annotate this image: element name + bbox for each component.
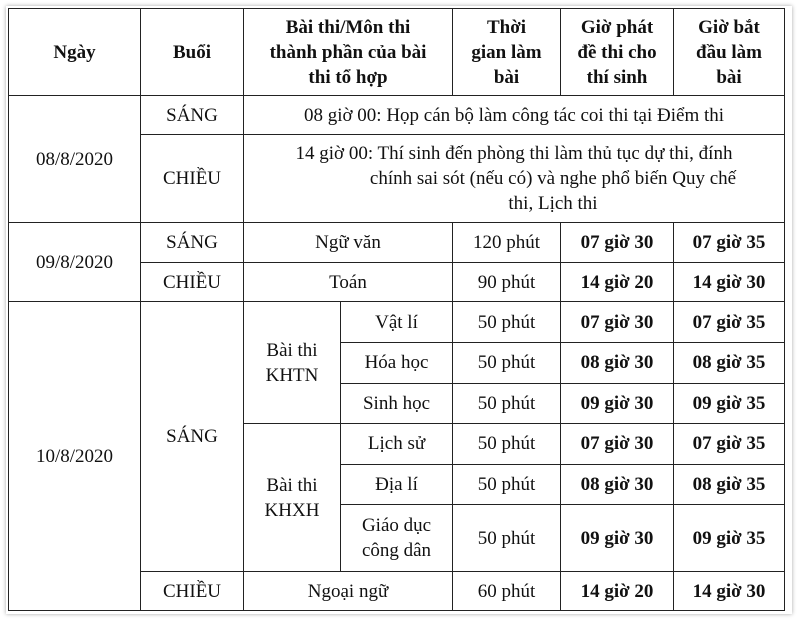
duration-cell: 50 phút <box>453 464 561 505</box>
start-time-cell: 07 giờ 35 <box>674 302 785 343</box>
distribute-time-cell: 07 giờ 30 <box>561 424 674 465</box>
duration-cell: 120 phút <box>453 223 561 263</box>
header-gio-phat-line: đề thi cho <box>577 41 657 63</box>
subject-line: Giáo dục <box>361 515 432 537</box>
group-cell-khtn <box>244 302 341 424</box>
header-thoi-gian-line: gian làm <box>471 41 542 63</box>
header-gio-bat-dau-line: Giờ bắt <box>698 16 760 38</box>
table-row <box>9 223 785 263</box>
table-row <box>9 96 785 135</box>
distribute-time-cell: 14 giờ 20 <box>561 572 674 611</box>
duration-cell: 50 phút <box>453 505 561 572</box>
group-label-line: Bài thi <box>266 339 318 361</box>
notice-line: 14 giờ 00: Thí sinh đến phòng thi làm thủ tục dự thi, đính <box>295 143 733 165</box>
header-ngay: Ngày <box>9 9 141 96</box>
subject-cell: Ngữ văn <box>244 223 453 263</box>
header-buoi: Buổi <box>141 9 244 96</box>
exam-schedule-table <box>8 8 785 611</box>
session-cell: CHIỀU <box>141 572 244 611</box>
header-bai-thi <box>244 9 453 96</box>
start-time-cell: 07 giờ 35 <box>674 223 785 263</box>
distribute-time-cell: 09 giờ 30 <box>561 505 674 572</box>
header-gio-bat-dau <box>674 9 785 96</box>
header-bai-thi-line: thành phần của bài <box>269 41 427 63</box>
subject-cell: Ngoại ngữ <box>244 572 453 611</box>
duration-cell: 50 phút <box>453 302 561 343</box>
header-thoi-gian-line: Thời <box>486 16 527 38</box>
distribute-time-cell: 08 giờ 30 <box>561 342 674 383</box>
start-time-cell: 09 giờ 35 <box>674 505 785 572</box>
distribute-time-cell: 07 giờ 30 <box>561 223 674 263</box>
header-bai-thi-line: Bài thi/Môn thi <box>285 16 411 38</box>
header-thoi-gian-line: bài <box>493 66 520 88</box>
subject-cell: Địa lí <box>341 464 453 505</box>
start-time-cell: 07 giờ 35 <box>674 424 785 465</box>
duration-cell: 60 phút <box>453 572 561 611</box>
start-time-cell: 08 giờ 35 <box>674 342 785 383</box>
duration-cell: 50 phút <box>453 342 561 383</box>
header-gio-phat-line: Giờ phát <box>580 16 654 38</box>
subject-cell: Lịch sử <box>341 424 453 465</box>
group-cell-khxh <box>244 424 341 572</box>
subject-cell <box>341 505 453 572</box>
distribute-time-cell: 07 giờ 30 <box>561 302 674 343</box>
subject-cell: Vật lí <box>341 302 453 343</box>
notice-cell <box>244 134 785 222</box>
group-label-line: KHTN <box>265 364 319 386</box>
notice-line: chính sai sót (nếu có) và nghe phổ biến Quy chế <box>369 168 737 190</box>
session-cell: SÁNG <box>141 223 244 263</box>
group-label-line: Bài thi <box>266 474 318 496</box>
session-cell: SÁNG <box>141 302 244 572</box>
duration-cell: 90 phút <box>453 262 561 302</box>
distribute-time-cell: 14 giờ 20 <box>561 262 674 302</box>
header-row <box>9 9 785 96</box>
header-gio-bat-dau-line: bài <box>716 66 742 88</box>
start-time-cell: 14 giờ 30 <box>674 572 785 611</box>
table-row <box>9 302 785 343</box>
session-cell: CHIỀU <box>141 134 244 222</box>
notice-line: thi, Lịch thi <box>508 193 598 215</box>
start-time-cell: 14 giờ 30 <box>674 262 785 302</box>
session-cell: CHIỀU <box>141 262 244 302</box>
date-cell: 10/8/2020 <box>9 302 141 611</box>
distribute-time-cell: 08 giờ 30 <box>561 464 674 505</box>
distribute-time-cell: 09 giờ 30 <box>561 383 674 424</box>
subject-cell: Toán <box>244 262 453 302</box>
header-gio-phat-line: thí sinh <box>586 66 648 88</box>
subject-cell: Sinh học <box>341 383 453 424</box>
header-bai-thi-line: thi tổ hợp <box>308 66 388 88</box>
header-gio-phat-de <box>561 9 674 96</box>
date-cell: 08/8/2020 <box>9 96 141 223</box>
subject-line: công dân <box>361 540 432 562</box>
date-cell: 09/8/2020 <box>9 223 141 302</box>
subject-cell: Hóa học <box>341 342 453 383</box>
group-label-line: KHXH <box>264 499 320 521</box>
header-gio-bat-dau-line: đầu làm <box>696 41 763 63</box>
header-thoi-gian <box>453 9 561 96</box>
duration-cell: 50 phút <box>453 424 561 465</box>
start-time-cell: 08 giờ 35 <box>674 464 785 505</box>
notice-cell: 08 giờ 00: Họp cán bộ làm công tác coi thi tại Điểm thi <box>244 96 785 135</box>
session-cell: SÁNG <box>141 96 244 135</box>
start-time-cell: 09 giờ 35 <box>674 383 785 424</box>
duration-cell: 50 phút <box>453 383 561 424</box>
